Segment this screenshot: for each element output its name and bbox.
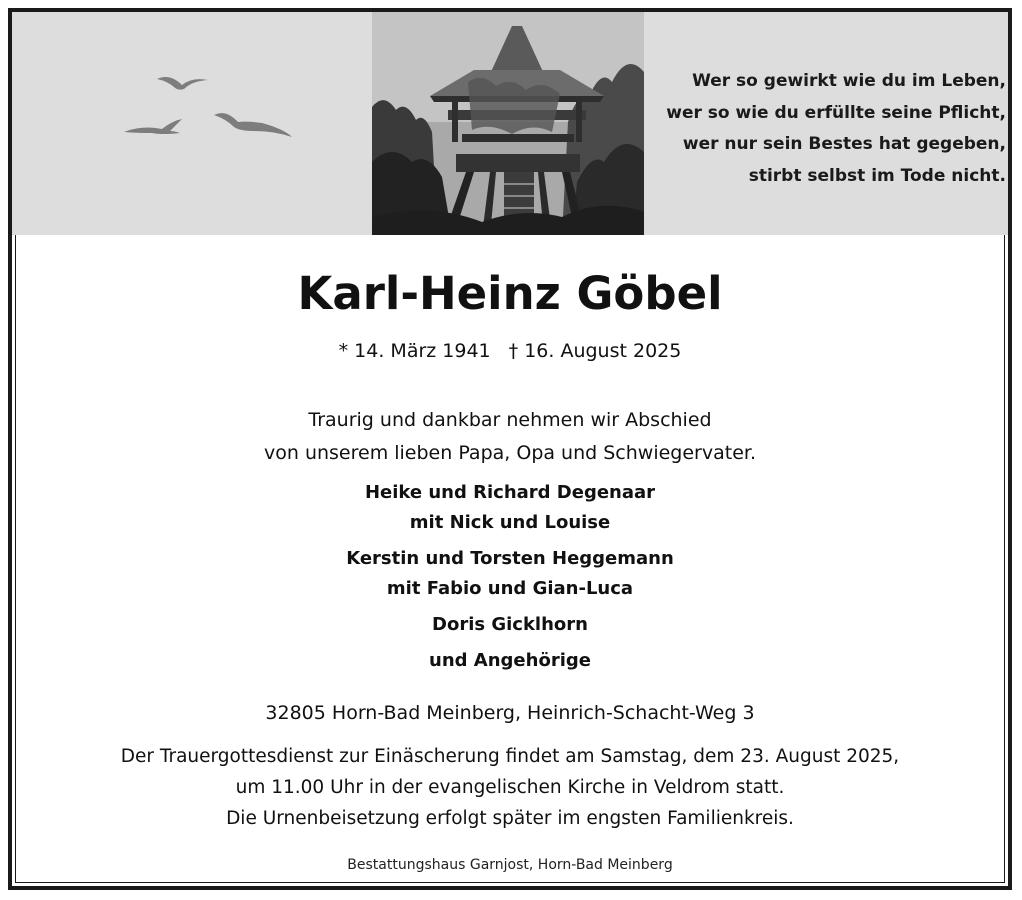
mourner-line: mit Nick und Louise [409, 512, 611, 533]
mourner-line: und Angehörige [429, 650, 591, 671]
farewell-text [12, 404, 1008, 470]
address: 32805 Horn-Bad Meinberg, Heinrich-Schacht-Weg 3 [265, 702, 755, 724]
mourners-list [12, 478, 1008, 682]
mourner-line: Kerstin und Torsten Heggemann [346, 548, 674, 569]
mourner-group [12, 478, 1008, 538]
header-banner [12, 12, 1008, 235]
verse-line: wer so wie du erfüllte seine Pflicht, [666, 102, 1006, 123]
birth-date: * 14. März 1941 [338, 340, 491, 362]
memorial-verse [646, 66, 1006, 192]
verse-line: Wer so gewirkt wie du im Leben, [692, 71, 1006, 91]
verse-line: wer nur sein Bestes hat gegeben, [682, 134, 1006, 154]
death-date: † 16. August 2025 [508, 340, 682, 362]
farewell-line: Traurig und dankbar nehmen wir Abschied [308, 409, 712, 431]
undertaker-credit: Bestattungshaus Garnjost, Horn-Bad Meinberg [347, 857, 673, 873]
deceased-name: Karl-Heinz Göbel [297, 267, 723, 320]
service-info [12, 741, 1008, 834]
verse-line: stirbt selbst im Tode nicht. [748, 165, 1006, 186]
life-dates [12, 338, 1008, 364]
service-line: um 11.00 Uhr in der evangelischen Kirche in Veldrom statt. [235, 777, 785, 798]
mourner-group [12, 610, 1008, 640]
mourner-line: mit Fabio und Gian-Luca [386, 578, 634, 599]
mourner-group [12, 544, 1008, 604]
service-line: Der Trauergottesdienst zur Einäscherung findet am Samstag, dem 23. August 2025, [120, 746, 900, 767]
service-line: Die Urnenbeisetzung erfolgt später im engsten Familienkreis. [226, 808, 794, 829]
mourner-line: Doris Gicklhorn [432, 614, 588, 635]
lookout-tower-photo [372, 12, 644, 235]
obituary-notice [8, 8, 1012, 890]
bird-2 [124, 119, 182, 134]
mourner-line: Heike und Richard Degenaar [364, 482, 656, 503]
mourner-group [12, 646, 1008, 676]
farewell-line: von unserem lieben Papa, Opa und Schwiegervater. [264, 442, 756, 464]
birds-illustration [122, 67, 302, 157]
bird-3 [214, 113, 292, 137]
bird-1 [157, 77, 208, 90]
